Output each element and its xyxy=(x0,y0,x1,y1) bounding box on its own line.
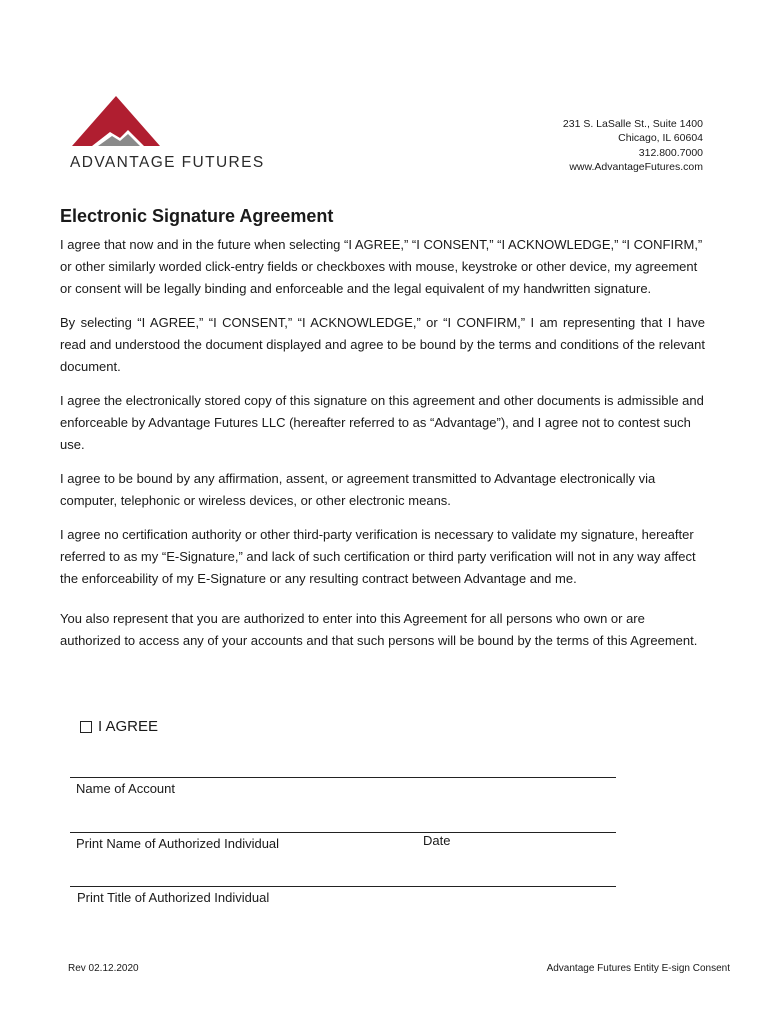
paragraph-5: I agree no certification authority or other third-party verification is necessary to validate my signature, hereafter referred to as my “E-Signature,” and lack of such certification or third party verification will not in any way affect the enforceability of my E-Signature or any resulting contract between Advantage and me. xyxy=(60,527,696,586)
print-name-line[interactable] xyxy=(70,832,616,833)
agree-checkbox[interactable] xyxy=(80,721,92,733)
paragraph-6: You also represent that you are authorized to enter into this Agreement for all persons who own or are authorized to access any of your accounts and that such persons will be bound by the terms of this Agreement. xyxy=(60,611,698,648)
address-city: Chicago, IL 60604 xyxy=(618,132,703,145)
date-label: Date xyxy=(423,833,451,848)
address-street: 231 S. LaSalle St., Suite 1400 xyxy=(562,118,703,130)
paragraph-4: I agree to be bound by any affirmation, assent, or agreement transmitted to Advantage electronically via computer, telephonic or wireless devices, or other electronic means. xyxy=(60,471,656,508)
print-title-label: Print Title of Authorized Individual xyxy=(77,890,270,905)
agree-option[interactable] xyxy=(80,718,158,735)
paragraph-2: By selecting “I AGREE,” “I CONSENT,” “I ACKNOWLEDGE,” or “I CONFIRM,” I am representing that I have read and understood the document displayed and agree to be bound by the terms and conditions of the relevant document. xyxy=(60,315,705,374)
address-phone: 312.800.7000 xyxy=(638,146,703,159)
mountain-logo-icon xyxy=(70,94,162,150)
account-name-line[interactable] xyxy=(70,777,616,778)
agree-label: I AGREE xyxy=(98,718,159,735)
address-website: www.AdvantageFutures.com xyxy=(569,160,703,173)
company-address xyxy=(563,117,703,174)
company-logo xyxy=(70,94,270,172)
print-name-label: Print Name of Authorized Individual xyxy=(76,836,280,851)
form-name: Advantage Futures Entity E-sign Consent xyxy=(546,963,730,974)
print-title-line[interactable] xyxy=(70,886,616,887)
logo-text: ADVANTAGE FUTURES xyxy=(70,154,265,171)
document-title: Electronic Signature Agreement xyxy=(60,206,334,226)
agreement-body xyxy=(60,234,705,664)
paragraph-3: I agree the electronically stored copy of this signature on this agreement and other documents is admissible and enforceable by Advantage Futures LLC (hereafter referred to as “Advantage”), and I agree not to contest such use. xyxy=(60,393,704,452)
account-name-label: Name of Account xyxy=(76,781,175,796)
paragraph-1: I agree that now and in the future when selecting “I AGREE,” “I CONSENT,” “I ACKNOWLEDGE,” “I CONFIRM,” or other similarly worded click-entry fields or checkboxes with mouse, keystroke or other device, my agreement or consent will be legally binding and enforceable and the legal equivalent of my handwritten signature. xyxy=(60,237,703,296)
revision-date: Rev 02.12.2020 xyxy=(68,963,139,974)
